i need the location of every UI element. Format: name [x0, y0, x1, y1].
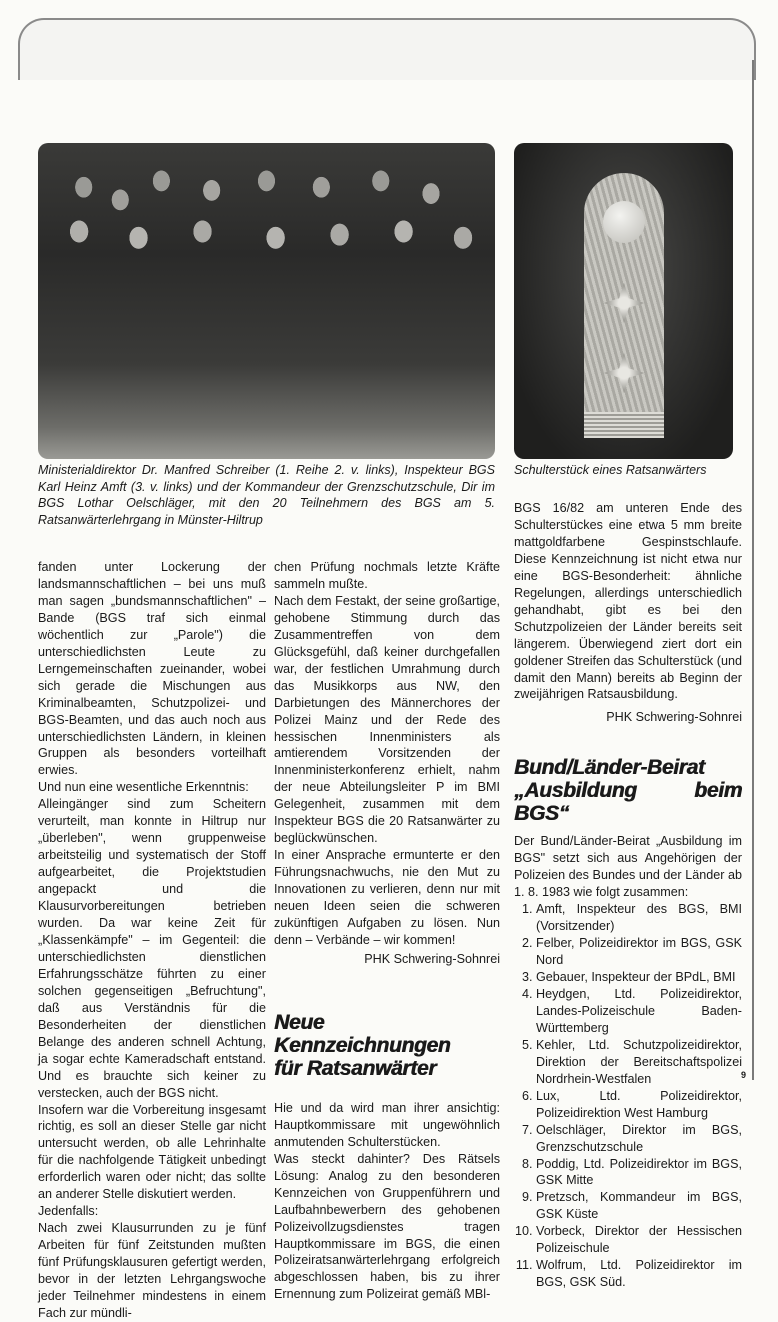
list-item: 11. Wolfrum, Ltd. Polizeidirektor im BGS, GSK Süd.: [536, 1257, 742, 1291]
epaulette-star: [604, 353, 644, 393]
paragraph: Jedenfalls:: [38, 1204, 99, 1219]
author-signature: PHK Schwering-Sohnrei: [606, 710, 742, 725]
article1-column1: [38, 559, 266, 1322]
list-item: 5. Kehler, Ltd. Schutzpolizeidirektor, Direktion der Bereitschaftspolizei Nordrhein-Westfalen: [536, 1037, 742, 1088]
headline-line: für Ratsanwärter: [274, 1056, 437, 1080]
list-item: 6. Lux, Ltd. Polizeidirektor, Polizeidirektion West Hamburg: [536, 1088, 742, 1122]
list-item: 8. Poddig, Ltd. Polizeidirektor im BGS, GSK Mitte: [536, 1156, 742, 1190]
paragraph: In einer Ansprache ermunterte er den Führungsnachwuchs, nie den Mut zu Innovationen zu verlieren, denn nur mit neuen Ideen seien die schweren zukünftigen Aufgaben zu lösen. Nun denn – Verbände – wir kommen!: [274, 848, 500, 947]
group-photo: [38, 143, 495, 459]
headline-line: „Ausbildung beim BGS“: [514, 779, 742, 826]
list-item: 10. Vorbeck, Direktor der Hessischen Polizeischule: [536, 1223, 742, 1257]
member-list: [514, 901, 742, 1291]
paragraph: Der Bund/Länder-Beirat „Ausbildung im BGS" setzt sich aus Angehörigen der Polizeien des Bundes und der Länder ab 1. 8. 1983 wie folgt zusammen:: [514, 834, 742, 900]
epaulette-loop: [584, 412, 664, 438]
list-item: 4. Heydgen, Ltd. Polizeidirektor, Landes-Polizeischule Baden-Württemberg: [536, 986, 742, 1037]
page-number: 9: [741, 1070, 747, 1080]
list-item: 2. Felber, Polizeidirektor im BGS, GSK Nord: [536, 935, 742, 969]
epaulette-photo: [514, 143, 733, 459]
article2-continuation-column: [514, 500, 742, 1291]
paragraph: Nach zwei Klausurrunden zu je fünf Arbeiten für fünf Zeitstunden mußten fünf Prüfungsklausuren gefertigt werden, bevor in der letzten Lehrgangswoche jeder Teilnehmer mindestens in einem Fach zur mündli-: [38, 1221, 266, 1320]
page-header-frame: [18, 18, 756, 80]
article2-headline: [274, 1011, 500, 1080]
headline-line: Bund/Länder-Beirat: [514, 756, 705, 780]
paragraph: chen Prüfung nochmals letzte Kräfte sammeln mußte.: [274, 560, 500, 591]
paragraph: Alleingänger sind zum Scheitern verurteilt, man konnte in Hiltrup nur „überleben", wenn gruppenweise arbeitsteilig und systematisch der Stoff aufgearbeitet, die Projektstudien angepackt und die Klausurvorbereitungen betrieben wurden. Da war keine Zeit für „Klassenkämpfe" – im Gegenteil: die unterschiedlichsten dienstlichen Erfahrungsschätze führten zu einer solchen gegenseitigen „Befruchtung", daß aus Verständnis für die Besonderheiten der dienstlichen Belange des anderen schnell Achtung, ja sogar echte Kameradschaft entstand. Und es brauchte sich keiner zu verstecken, auch der BGS nicht.: [38, 797, 266, 1100]
paragraph: Was steckt dahinter? Des Rätsels Lösung: Analog zu den besonderen Kennzeichen von Gruppenführern und Laufbahnbewerbern des gehobenen Polizeivollzugsdienstes tragen Hauptkommissare im BGS, die einen Polizeiratsanwärterlehrgang erfolgreich abgeschlossen haben, bis zu ihrer Ernennung zum Polizeirat gemäß MBl-: [274, 1151, 500, 1302]
group-photo-caption: Ministerialdirektor Dr. Manfred Schreiber (1. Reihe 2. v. links), Inspekteur BGS Karl Heinz Amft (3. v. links) und der Kommandeur der Grenzschutzschule, Dir im BGS Lothar Oelschläger, mit den 20 Teilnehmern des BGS am 5. Ratsanwärterlehrgang in Münster-Hiltrup: [38, 463, 495, 527]
epaulette-photo-caption: Schulterstück eines Ratsanwärters: [514, 463, 707, 477]
article1-column2: [274, 559, 500, 1303]
paragraph: BGS 16/82 am unteren Ende des Schulterstückes eine etwa 5 mm breite mattgoldfarbene Gespinstschlaufe. Diese Kennzeichnung ist nicht etwa nur eine BGS-Besonderheit: ähnliche Regelungen, allerdings unterschiedlich gehandhabt, gibt es bei den Schutzpolizeien der Länder bereits seit längerem. Überwiegend ziert dort ein goldener Streifen das Schulterstück (und damit den Mann) bereits ab Beginn der zweijährigen Ratsausbildung.: [514, 501, 742, 702]
list-item: 3. Gebauer, Inspekteur der BPdL, BMI: [536, 969, 742, 986]
epaulette-shape: [584, 173, 664, 438]
paragraph: Insofern war die Vorbereitung insgesamt richtig, es soll an dieser Stelle gar nicht untersucht werden, ob alle Lehrinhalte für die nachfolgende Tätigkeit unbedingt erforderlich waren oder nicht; das sollte an anderer Stelle diskutiert werden.: [38, 1102, 266, 1202]
column-rule: [752, 60, 754, 1080]
paragraph: Nach dem Festakt, der seine großartige, gehobene Stimmung durch das Zusammentreffen von dem Glücksgefühl, daß keiner durchgefallen war, der festlichen Umrahmung durch das Musikkorps aus NW, den Darbietungen des Männerchores der Polizei Mainz und der Rede des hessischen Innenministers als amtierendem Vorsitzenden der Innenministerkonferenz erhielt, nahm der neue Abteilungsleiter P im BMI Gelegenheit, zusammen mit dem Inspekteur BGS die 20 Ratsanwärter zu beglückwünschen.: [274, 593, 500, 846]
list-item: 9. Pretzsch, Kommandeur im BGS, GSK Küste: [536, 1189, 742, 1223]
list-item: 7. Oelschläger, Direktor im BGS, Grenzschutzschule: [536, 1122, 742, 1156]
epaulette-star: [604, 283, 644, 323]
author-signature: PHK Schwering-Sohnrei: [364, 951, 500, 966]
article3-headline: [514, 756, 742, 825]
list-item: 1. Amft, Inspekteur des BGS, BMI (Vorsitzender): [536, 901, 742, 935]
paragraph: Und nun eine wesentliche Erkenntnis:: [38, 780, 249, 795]
epaulette-button: [603, 201, 645, 243]
headline-line: Neue Kennzeichnungen: [274, 1010, 451, 1057]
paragraph: fanden unter Lockerung der landsmannschaftlichen – bei uns muß man sagen „bundsmannschaftlichen" – Bande (BGS traf sich einmal wöchentlich zur „Parole") die unterschiedlichsten Leute zu Lerngemeinschaften zueinander, wobei sich gerade die Mischungen aus Kriminalbeamten, Schutzpolizei- und BGS-Beamten, und das auch noch aus unterschiedlichsten Ländern, in kleinen Gruppen als besonders vorteilhaft erwies.: [38, 560, 266, 778]
paragraph: Hie und da wird man ihrer ansichtig: Hauptkommissare mit ungewöhnlich anmutenden Schulterstücken.: [274, 1100, 500, 1149]
